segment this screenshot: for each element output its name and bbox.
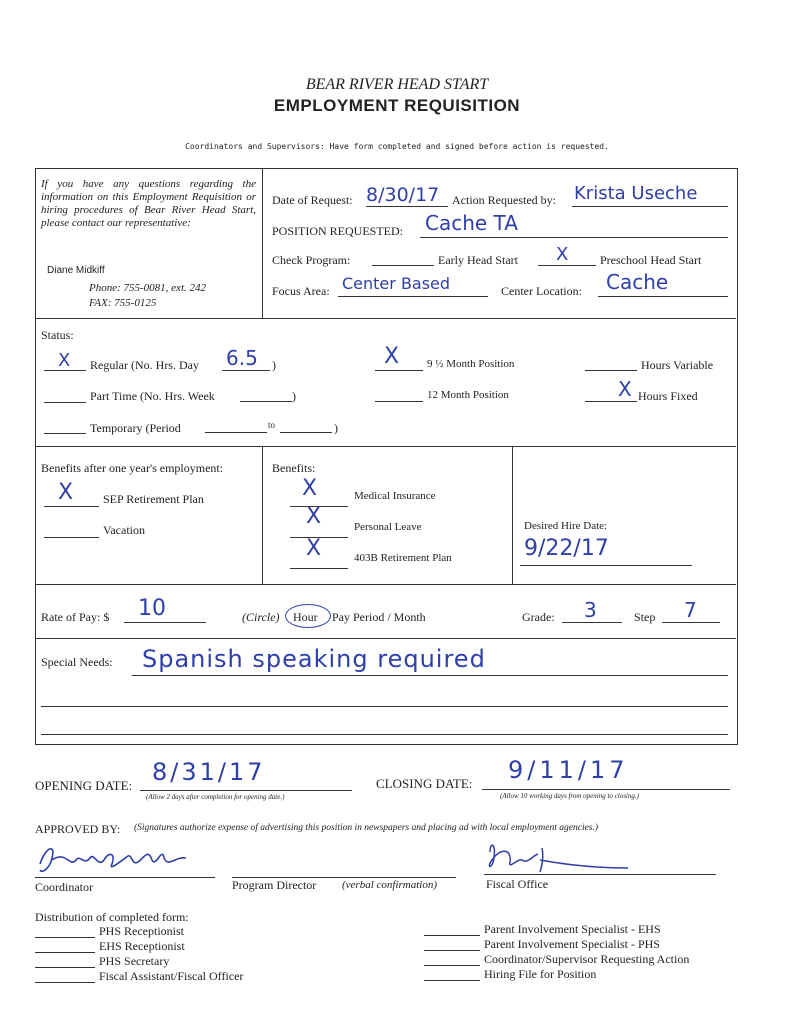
nine-month-mark[interactable]: X: [384, 344, 400, 369]
sep-line: [44, 506, 99, 507]
date-request-value[interactable]: 8/30/17: [366, 184, 440, 206]
date-request-label: Date of Request:: [272, 193, 353, 207]
center-location-line: [598, 296, 728, 297]
action-line: [572, 206, 728, 207]
action-value[interactable]: Krista Useche: [574, 183, 698, 204]
focus-area-label: Focus Area:: [272, 284, 330, 298]
hours-variable-line: [585, 370, 637, 371]
closing-date-note: (Allow 10 working days from opening to closing.): [500, 792, 639, 800]
date-request-line: [366, 206, 448, 207]
regular-hours[interactable]: 6.5: [226, 346, 258, 370]
divider-row1: [36, 318, 736, 319]
rate-label: Rate of Pay: $: [41, 610, 110, 624]
parttime-hours-line: [240, 401, 292, 402]
center-location-label: Center Location:: [501, 284, 582, 298]
divider-benefits-right: [512, 447, 513, 584]
approved-label: APPROVED BY:: [35, 822, 121, 836]
temporary-to: to: [268, 420, 276, 430]
temporary-from-line: [205, 432, 267, 433]
circle-label: (Circle): [242, 610, 280, 624]
ehs-label: Early Head Start: [438, 253, 518, 267]
approved-note: (Signatures authorize expense of advertising this position in newspapers and placing ad with local employment agencies.): [134, 823, 599, 833]
contact-fax: FAX: 755-0125: [89, 297, 157, 309]
ehs-line: [372, 265, 434, 266]
coordinator-signature: [36, 838, 196, 880]
grade-line: [562, 622, 622, 623]
step-label: Step: [634, 610, 656, 624]
divider-row3: [36, 584, 736, 585]
dist-right-item: Parent Involvement Specialist - PHS: [484, 937, 660, 951]
regular-label: Regular (No. Hrs. Day: [90, 358, 199, 372]
dist-left-line-2: [35, 967, 95, 968]
position-line: [420, 237, 728, 238]
benefits-after-label: Benefits after one year's employment:: [41, 461, 224, 475]
fiscal-line: [484, 874, 716, 875]
parttime-line: [44, 402, 86, 403]
closing-date-line: [482, 789, 730, 790]
hours-fixed-label: Hours Fixed: [638, 389, 698, 403]
dist-right-line-0: [424, 935, 480, 936]
hire-date-label: Desired Hire Date:: [524, 520, 608, 532]
form-title: EMPLOYMENT REQUISITION: [273, 96, 521, 115]
rate-line: [124, 622, 206, 623]
opening-date-value[interactable]: 8/31/17: [152, 758, 266, 786]
phs-mark[interactable]: X: [556, 244, 569, 265]
temporary-close: ): [334, 421, 338, 435]
step-line: [662, 622, 720, 623]
hire-date-line: [520, 565, 692, 566]
grade-value[interactable]: 3: [584, 598, 597, 622]
dist-right-item: Parent Involvement Specialist - EHS: [484, 922, 661, 936]
focus-area-line: [338, 296, 488, 297]
instructions: Coordinators and Supervisors: Have form completed and signed before action is requested.: [185, 142, 609, 151]
hours-fixed-line: [585, 401, 637, 402]
rate-value[interactable]: 10: [138, 596, 166, 621]
distribution-label: Distribution of completed form:: [35, 910, 189, 924]
special-needs-label: Special Needs:: [41, 655, 113, 669]
vacation-label: Vacation: [103, 523, 145, 537]
divider-row4: [36, 638, 736, 639]
temporary-line: [44, 433, 86, 434]
director-label: Program Director: [232, 878, 317, 892]
parttime-close: ): [292, 389, 296, 403]
dist-right-item: Coordinator/Supervisor Requesting Action: [484, 952, 690, 966]
status-label: Status:: [41, 328, 74, 342]
dist-right-line-1: [424, 950, 480, 951]
grade-label: Grade:: [522, 610, 555, 624]
sep-label: SEP Retirement Plan: [103, 492, 204, 506]
dist-left-item: EHS Receptionist: [99, 939, 185, 953]
retire-label: 403B Retirement Plan: [354, 552, 452, 564]
divider-benefits-left: [262, 447, 263, 584]
opening-date-note: (Allow 2 days after completion for opening date.): [146, 793, 285, 801]
fiscal-signature: [482, 838, 642, 878]
twelve-month-line: [375, 401, 423, 402]
regular-close: ): [272, 358, 276, 372]
director-note: (verbal confirmation): [342, 879, 438, 891]
regular-mark[interactable]: X: [58, 350, 71, 371]
divider-contact: [262, 169, 263, 318]
phs-label: Preschool Head Start: [600, 253, 702, 267]
twelve-month-label: 12 Month Position: [427, 389, 509, 401]
regular-hours-line: [222, 370, 270, 371]
position-label: POSITION REQUESTED:: [272, 224, 403, 238]
dist-left-item: Fiscal Assistant/Fiscal Officer: [99, 969, 244, 983]
hours-fixed-mark[interactable]: X: [618, 377, 632, 401]
vacation-line: [44, 537, 99, 538]
closing-date-value[interactable]: 9/11/17: [508, 756, 629, 784]
special-line-3: [41, 734, 728, 735]
hour-option[interactable]: Hour: [293, 610, 318, 624]
contact-text: If you have any questions regarding the information on this Employment Requisition or hiring procedures of Bear River Head Start, please contact our representative:: [41, 178, 256, 229]
temporary-label: Temporary (Period: [90, 421, 181, 435]
fiscal-label: Fiscal Office: [486, 877, 549, 891]
hours-variable-label: Hours Variable: [641, 358, 714, 372]
phs-line: [538, 265, 596, 266]
personal-mark[interactable]: X: [306, 504, 322, 529]
temporary-to-line: [280, 432, 332, 433]
opening-date-line: [140, 790, 352, 791]
position-value[interactable]: Cache TA: [425, 211, 518, 235]
sep-mark[interactable]: X: [58, 480, 74, 505]
dist-right-item: Hiring File for Position: [484, 967, 597, 981]
dist-right-line-3: [424, 980, 480, 981]
special-line-2: [41, 706, 728, 707]
special-needs-value[interactable]: Spanish speaking required: [142, 645, 486, 673]
retire-line: [290, 568, 348, 569]
step-value[interactable]: 7: [684, 598, 697, 622]
dist-left-item: PHS Receptionist: [99, 924, 185, 938]
period-option[interactable]: Pay Period / Month: [332, 610, 426, 624]
center-location-value[interactable]: Cache: [606, 270, 669, 294]
special-line-1: [132, 675, 728, 676]
nine-month-label: 9 ½ Month Position: [427, 358, 515, 370]
coordinator-label: Coordinator: [35, 880, 93, 894]
medical-mark[interactable]: X: [302, 476, 318, 501]
hire-date-value[interactable]: 9/22/17: [524, 536, 609, 561]
dist-right-line-2: [424, 965, 480, 966]
check-program-label: Check Program:: [272, 253, 351, 267]
coordinator-line: [35, 877, 215, 878]
opening-date-label: OPENING DATE:: [35, 778, 133, 793]
dist-left-line-3: [35, 982, 95, 983]
action-label: Action Requested by:: [452, 193, 556, 207]
medical-label: Medical Insurance: [354, 490, 436, 502]
nine-month-line: [375, 370, 423, 371]
benefits-label: Benefits:: [272, 461, 316, 475]
org-name: BEAR RIVER HEAD START: [305, 76, 489, 93]
focus-area-value[interactable]: Center Based: [342, 274, 451, 293]
personal-label: Personal Leave: [354, 521, 422, 533]
contact-name: Diane Midkiff: [47, 265, 105, 276]
dist-left-line-0: [35, 937, 95, 938]
retire-mark[interactable]: X: [306, 536, 322, 561]
closing-date-label: CLOSING DATE:: [376, 776, 473, 791]
divider-row2: [36, 446, 736, 447]
dist-left-item: PHS Secretary: [99, 954, 170, 968]
dist-left-line-1: [35, 952, 95, 953]
contact-phone: Phone: 755-0081, ext. 242: [89, 282, 206, 294]
parttime-label: Part Time (No. Hrs. Week: [90, 389, 215, 403]
